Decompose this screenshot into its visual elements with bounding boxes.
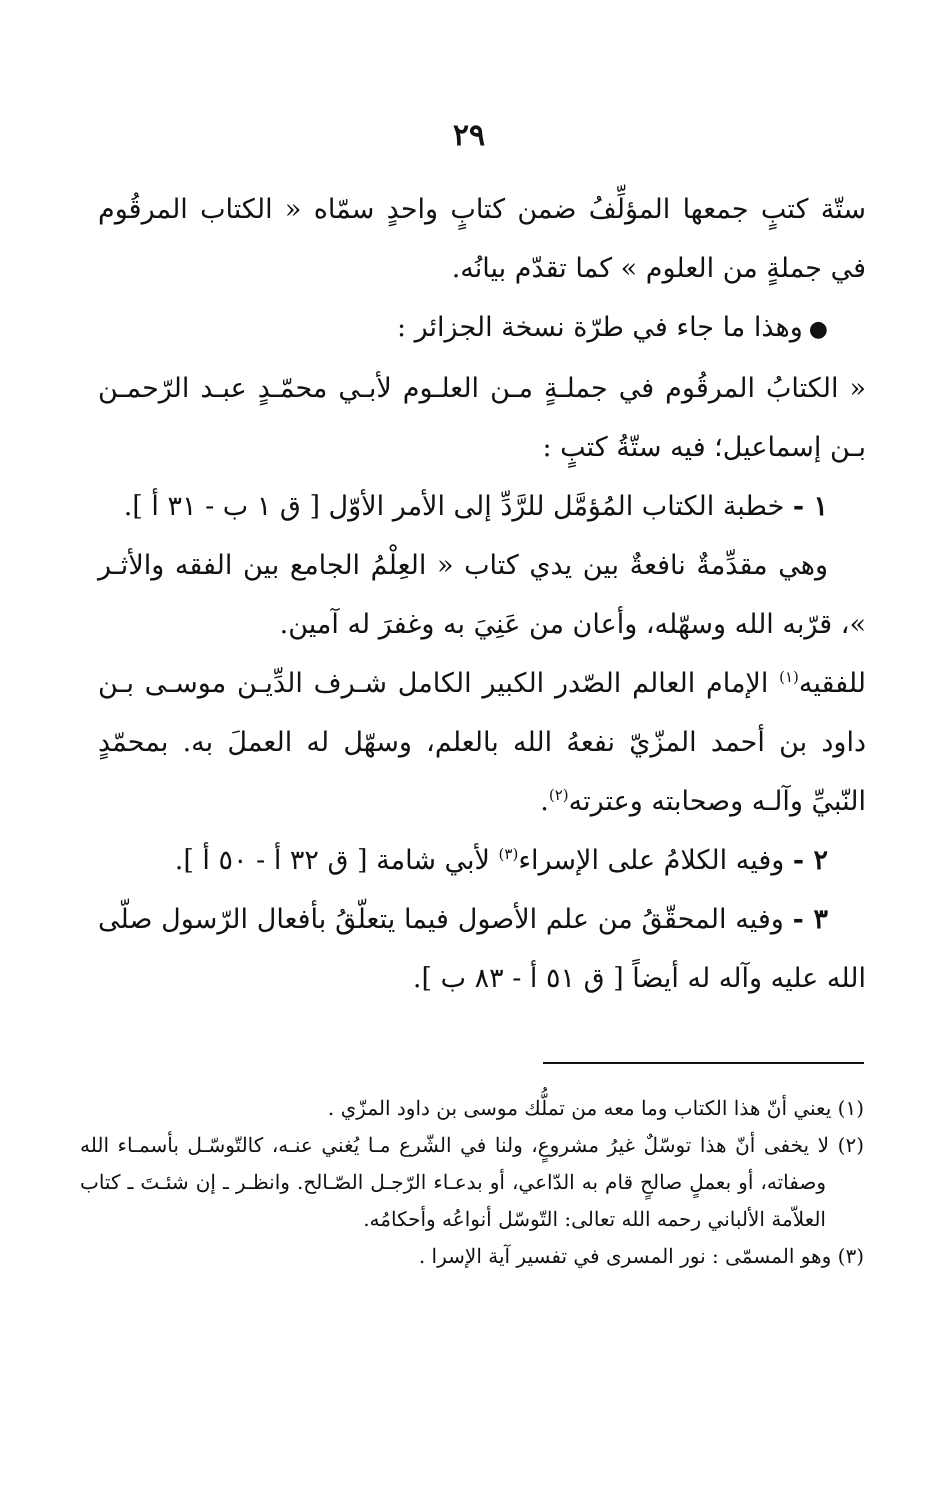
list-item-2-text-end: لأبي شامة [ ق ٣٢ أ - ٥٠ أ ]. bbox=[174, 845, 499, 876]
footnote-ref-2: (٢) bbox=[548, 786, 569, 804]
paragraph-author bbox=[98, 654, 866, 831]
footnotes bbox=[80, 1090, 864, 1275]
footnote-3: (٣) وهو المسمّى : نور المسرى في تفسير آية الإسرا . bbox=[418, 1244, 864, 1268]
footnote-2: (٢) لا يخفى أنّ هذا توسّلٌ غيرُ مشروعٍ، ولنا في الشّرع مـا يُغني عنـه، كالتّوسّـل بأسمـاء الله وصفاته، أو بعملٍ صالحٍ قام به الدّاعي، أو بدعـاء الرّجـل الصّـالح. وانظـر ـ إن شئـتَ ـ كتاب العلاّمة الألباني رحمه الله تعالى: التّوسّل أنواعُه وأحكامُه. bbox=[80, 1133, 864, 1231]
author-text-start: للفقيه bbox=[798, 668, 866, 699]
author-text-end: . bbox=[540, 786, 549, 817]
page-number: ٢٩ bbox=[452, 118, 486, 153]
footnote-ref-1: (١) bbox=[779, 668, 799, 686]
footnote-divider bbox=[543, 1062, 864, 1064]
author-text-body: الإمام العالم الصّدر الكبير الكامل شـرف الدِّيـن موسـى بـن داود بن أحمد المزّيّ نفعهُ الله بالعلم، وسهّل له العملَ به. بمحمّدٍ النّبيِّ وآلـه وصحابته وعترته bbox=[98, 668, 866, 817]
paragraph-intro: ستّة كتبٍ جمعها المؤلِّفُ ضمن كتابٍ واحدٍ سمّاه « الكتاب المرقُوم في جملةٍ من العلوم » كما تقدّم بيانُه. bbox=[98, 194, 866, 284]
list-item-1-text: خطبة الكتاب المُؤمَّل للرَّدِّ إلى الأمر الأوّل [ ق ١ ب - ٣١ أ ]. bbox=[123, 491, 785, 522]
bullet-text: وهذا ما جاء في طرّة نسخة الجزائر : bbox=[396, 312, 803, 343]
list-item-3-number: ٣ - bbox=[792, 904, 828, 935]
list-item-3 bbox=[98, 890, 866, 1008]
list-item-1-number: ١ - bbox=[792, 491, 828, 522]
list-item-2 bbox=[98, 831, 866, 890]
list-item-3-text: وفيه المحقّقُ من علم الأصول فيما يتعلّقُ بأفعال الرّسول صلّى الله عليه وآله له أيضاً [ ق ٥١ أ - ٨٣ ب ]. bbox=[98, 904, 866, 994]
footnote-1: (١) يعني أنّ هذا الكتاب وما معه من تملُّك موسى بن داود المزّي . bbox=[327, 1096, 864, 1120]
paragraph-quote: « الكتابُ المرقُوم في جملـةٍ مـن العلـوم لأبـي محمّـدٍ عبـد الرّحمـن بـن إسماعيل؛ فيه ستّةُ كتبٍ : bbox=[98, 373, 866, 463]
paragraph-bullet bbox=[98, 298, 866, 359]
list-item-2-text-start: وفيه الكلامُ على الإسراء bbox=[518, 845, 785, 876]
list-item-1 bbox=[98, 477, 866, 536]
paragraph-description: وهي مقدِّمةٌ نافعةٌ بين يدي كتاب « العِلْمُ الجامع بين الفقه والأثـر »، قرّبه الله وسهّله، وأعان من عَنِيَ به وغفرَ له آمين. bbox=[98, 550, 866, 640]
main-text bbox=[98, 180, 866, 1008]
list-item-2-number: ٢ - bbox=[792, 845, 828, 876]
footnote-ref-3: (٣) bbox=[498, 845, 519, 863]
bullet-icon: ● bbox=[808, 317, 828, 342]
